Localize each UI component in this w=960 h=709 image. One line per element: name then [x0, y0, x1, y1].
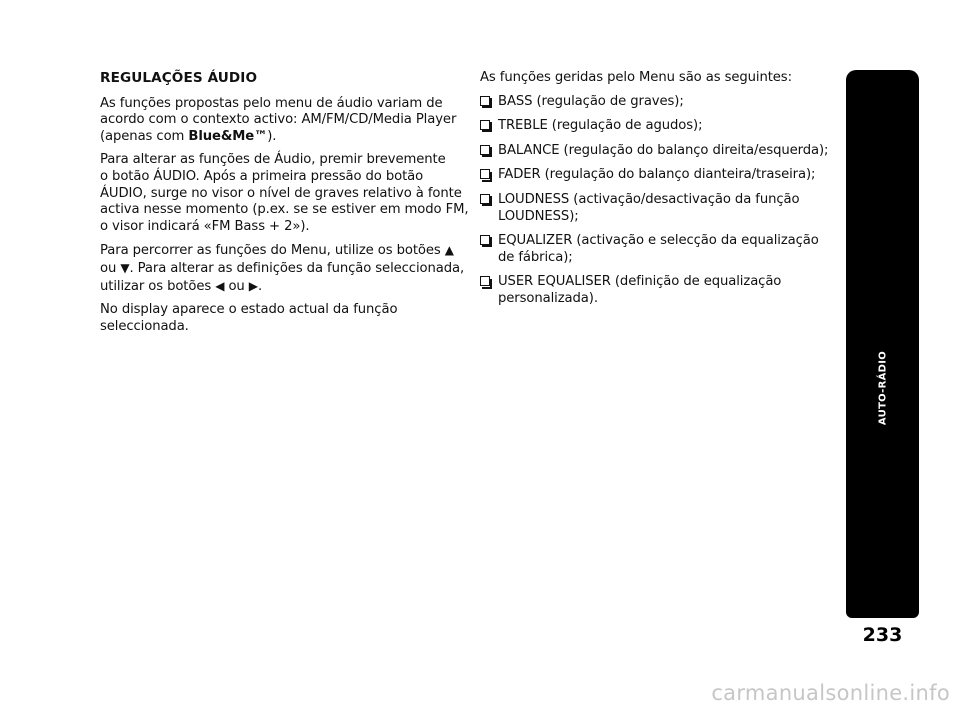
nav-line-1-text: Para percorrer as funções do Menu, utilize os botões: [100, 243, 445, 259]
audio-line-5: o visor indicará «FM Bass + 2»).: [100, 218, 310, 234]
display-line-1: No display aparece o estado actual da função: [100, 302, 398, 318]
display-line-2: seleccionada.: [100, 318, 189, 334]
watermark: carmanualsonline.info: [711, 681, 950, 705]
list-item-user-equaliser: [480, 274, 825, 307]
audio-button-paragraph: [100, 152, 469, 235]
navigation-paragraph: [100, 242, 465, 295]
display-paragraph: [100, 302, 460, 335]
checkbox-bullet-icon: [480, 235, 490, 245]
intro-line-3: [100, 129, 460, 146]
down-arrow-icon: ▼: [120, 260, 130, 275]
checkbox-bullet-icon: [480, 169, 490, 179]
nav-line-3-mid: ou: [224, 278, 249, 294]
intro-line-2: acordo com o contexto activo: AM/FM/CD/Media Player: [100, 112, 457, 128]
list-item-fader: [480, 167, 825, 184]
intro-line-3-pre: (apenas com: [100, 128, 189, 144]
chapter-tab-label: AUTO-RÁDIO: [877, 350, 888, 426]
checkbox-bullet-icon: [480, 145, 490, 155]
nav-line-3-post: .: [257, 278, 263, 294]
intro-line-1: As funções propostas pelo menu de áudio variam de: [100, 95, 443, 111]
nav-line-2-pre: ou: [100, 260, 121, 276]
section-title: REGULAÇÕES ÁUDIO: [100, 70, 258, 86]
list-item-text: USER EQUALISER (definição de equalização: [498, 274, 782, 290]
chapter-tab: [846, 70, 919, 618]
page-number: 233: [862, 624, 903, 646]
list-item-text: FADER (regulação do balanço dianteira/traseira);: [498, 167, 816, 183]
audio-line-1: Para alterar as funções de Áudio, premir brevemente: [100, 152, 446, 168]
list-item-text-continued: personalizada).: [498, 290, 598, 306]
right-arrow-icon: ▶: [248, 278, 258, 293]
right-column: [480, 70, 829, 316]
list-item-text: TREBLE (regulação de agudos);: [498, 118, 703, 134]
left-arrow-icon: ◀: [215, 278, 225, 293]
intro-line-3-post: ).: [267, 128, 277, 144]
nav-line-3: [100, 278, 460, 296]
audio-line-4: activa nesse momento (p.ex. se se estiver em modo FM,: [100, 202, 469, 218]
audio-line-2: o botão ÁUDIO. Após a primeira pressão do botão: [100, 168, 424, 184]
functions-intro: As funções geridas pelo Menu são as seguintes:: [480, 70, 792, 85]
up-arrow-icon: ▲: [444, 243, 454, 258]
list-item-equalizer: [480, 233, 825, 266]
list-item-balance: [480, 142, 829, 160]
list-item-text-continued: de fábrica);: [498, 249, 573, 265]
nav-line-2-post: . Para alterar as definições da função seleccionada,: [129, 260, 465, 276]
list-item-text: BASS (regulação de graves);: [498, 93, 684, 109]
list-item-bass: [480, 94, 825, 111]
checkbox-bullet-icon: [480, 120, 490, 130]
list-item-text: LOUDNESS (activação/desactivação da função: [498, 191, 800, 207]
list-item-text-continued: LOUDNESS);: [498, 208, 579, 224]
list-item-treble: [480, 118, 825, 135]
left-column: [100, 70, 469, 342]
list-item-text: EQUALIZER (activação e selecção da equalização: [498, 233, 819, 249]
list-item-text: BALANCE (regulação do balanço direita/esquerda);: [498, 142, 829, 158]
audio-line-3: ÁUDIO, surge no visor o nível de graves relativo à fonte: [100, 185, 462, 201]
intro-paragraph: [100, 96, 460, 146]
checkbox-bullet-icon: [480, 194, 490, 204]
checkbox-bullet-icon: [480, 276, 490, 286]
blue-me-brand: Blue&Me™: [188, 128, 268, 144]
nav-line-1: [100, 242, 460, 260]
nav-line-3-pre: utilizar os botões: [100, 278, 216, 294]
list-item-loudness: [480, 192, 825, 225]
nav-line-2: [100, 260, 465, 278]
checkbox-bullet-icon: [480, 96, 490, 106]
